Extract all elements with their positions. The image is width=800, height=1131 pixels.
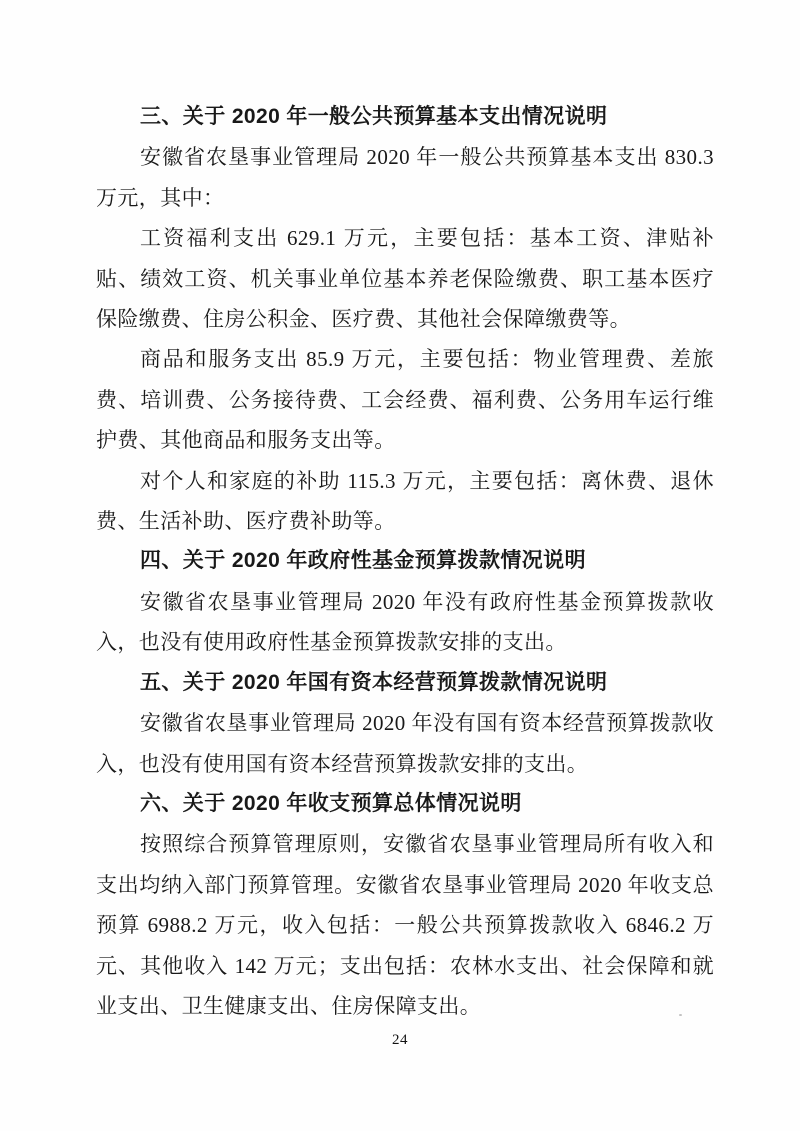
- paragraph-wage-welfare-expenditure: 工资福利支出 629.1 万元，主要包括：基本工资、津贴补贴、绩效工资、机关事业单位基本养老保险缴费、职工基本医疗保险缴费、住房公积金、医疗费、其他社会保障缴费等。: [96, 226, 714, 332]
- page-number: 24: [392, 1032, 408, 1048]
- paragraph-goods-services-expenditure: 商品和服务支出 85.9 万元，主要包括：物业管理费、差旅费、培训费、公务接待费、工会经费、福利费、公务用车运行维护费、其他商品和服务支出等。: [96, 347, 714, 453]
- section-heading-basic-expenditure: 三、关于 2020 年一般公共预算基本支出情况说明: [140, 105, 608, 128]
- section-heading-government-fund: 四、关于 2020 年政府性基金预算拨款情况说明: [140, 549, 586, 573]
- scan-artifact-speck: [679, 1014, 682, 1016]
- section-heading-state-capital: 五、关于 2020 年国有资本经营预算拨款情况说明: [140, 670, 608, 694]
- paragraph-basic-expenditure-total: 安徽省农垦事业管理局 2020 年一般公共预算基本支出 830.3 万元，其中：: [96, 145, 714, 210]
- paragraph-individual-family-subsidy: 对个人和家庭的补助 115.3 万元，主要包括：离休费、退休费、生活补助、医疗费补助等。: [96, 468, 714, 534]
- page-footer: [0, 1031, 800, 1049]
- document-content: [96, 97, 714, 1026]
- paragraph-government-fund: 安徽省农垦事业管理局 2020 年没有政府性基金预算拨款收入，也没有使用政府性基金预算拨款安排的支出。: [96, 589, 714, 655]
- section-heading-overall-budget: 六、关于 2020 年收支预算总体情况说明: [140, 791, 522, 815]
- paragraph-overall-budget: 按照综合预算管理原则，安徽省农垦事业管理局所有收入和支出均纳入部门预算管理。安徽省农垦事业管理局 2020 年收支总预算 6988.2 万元，收入包括：一般公共预算拨款收入 6846.2 万元、其他收入 142 万元；支出包括：农林水支出、社会保障和就业支出、卫生健康支出、住房保障支出。: [96, 832, 714, 1018]
- paragraph-state-capital: 安徽省农垦事业管理局 2020 年没有国有资本经营预算拨款收入，也没有使用国有资本经营预算拨款安排的支出。: [96, 711, 714, 776]
